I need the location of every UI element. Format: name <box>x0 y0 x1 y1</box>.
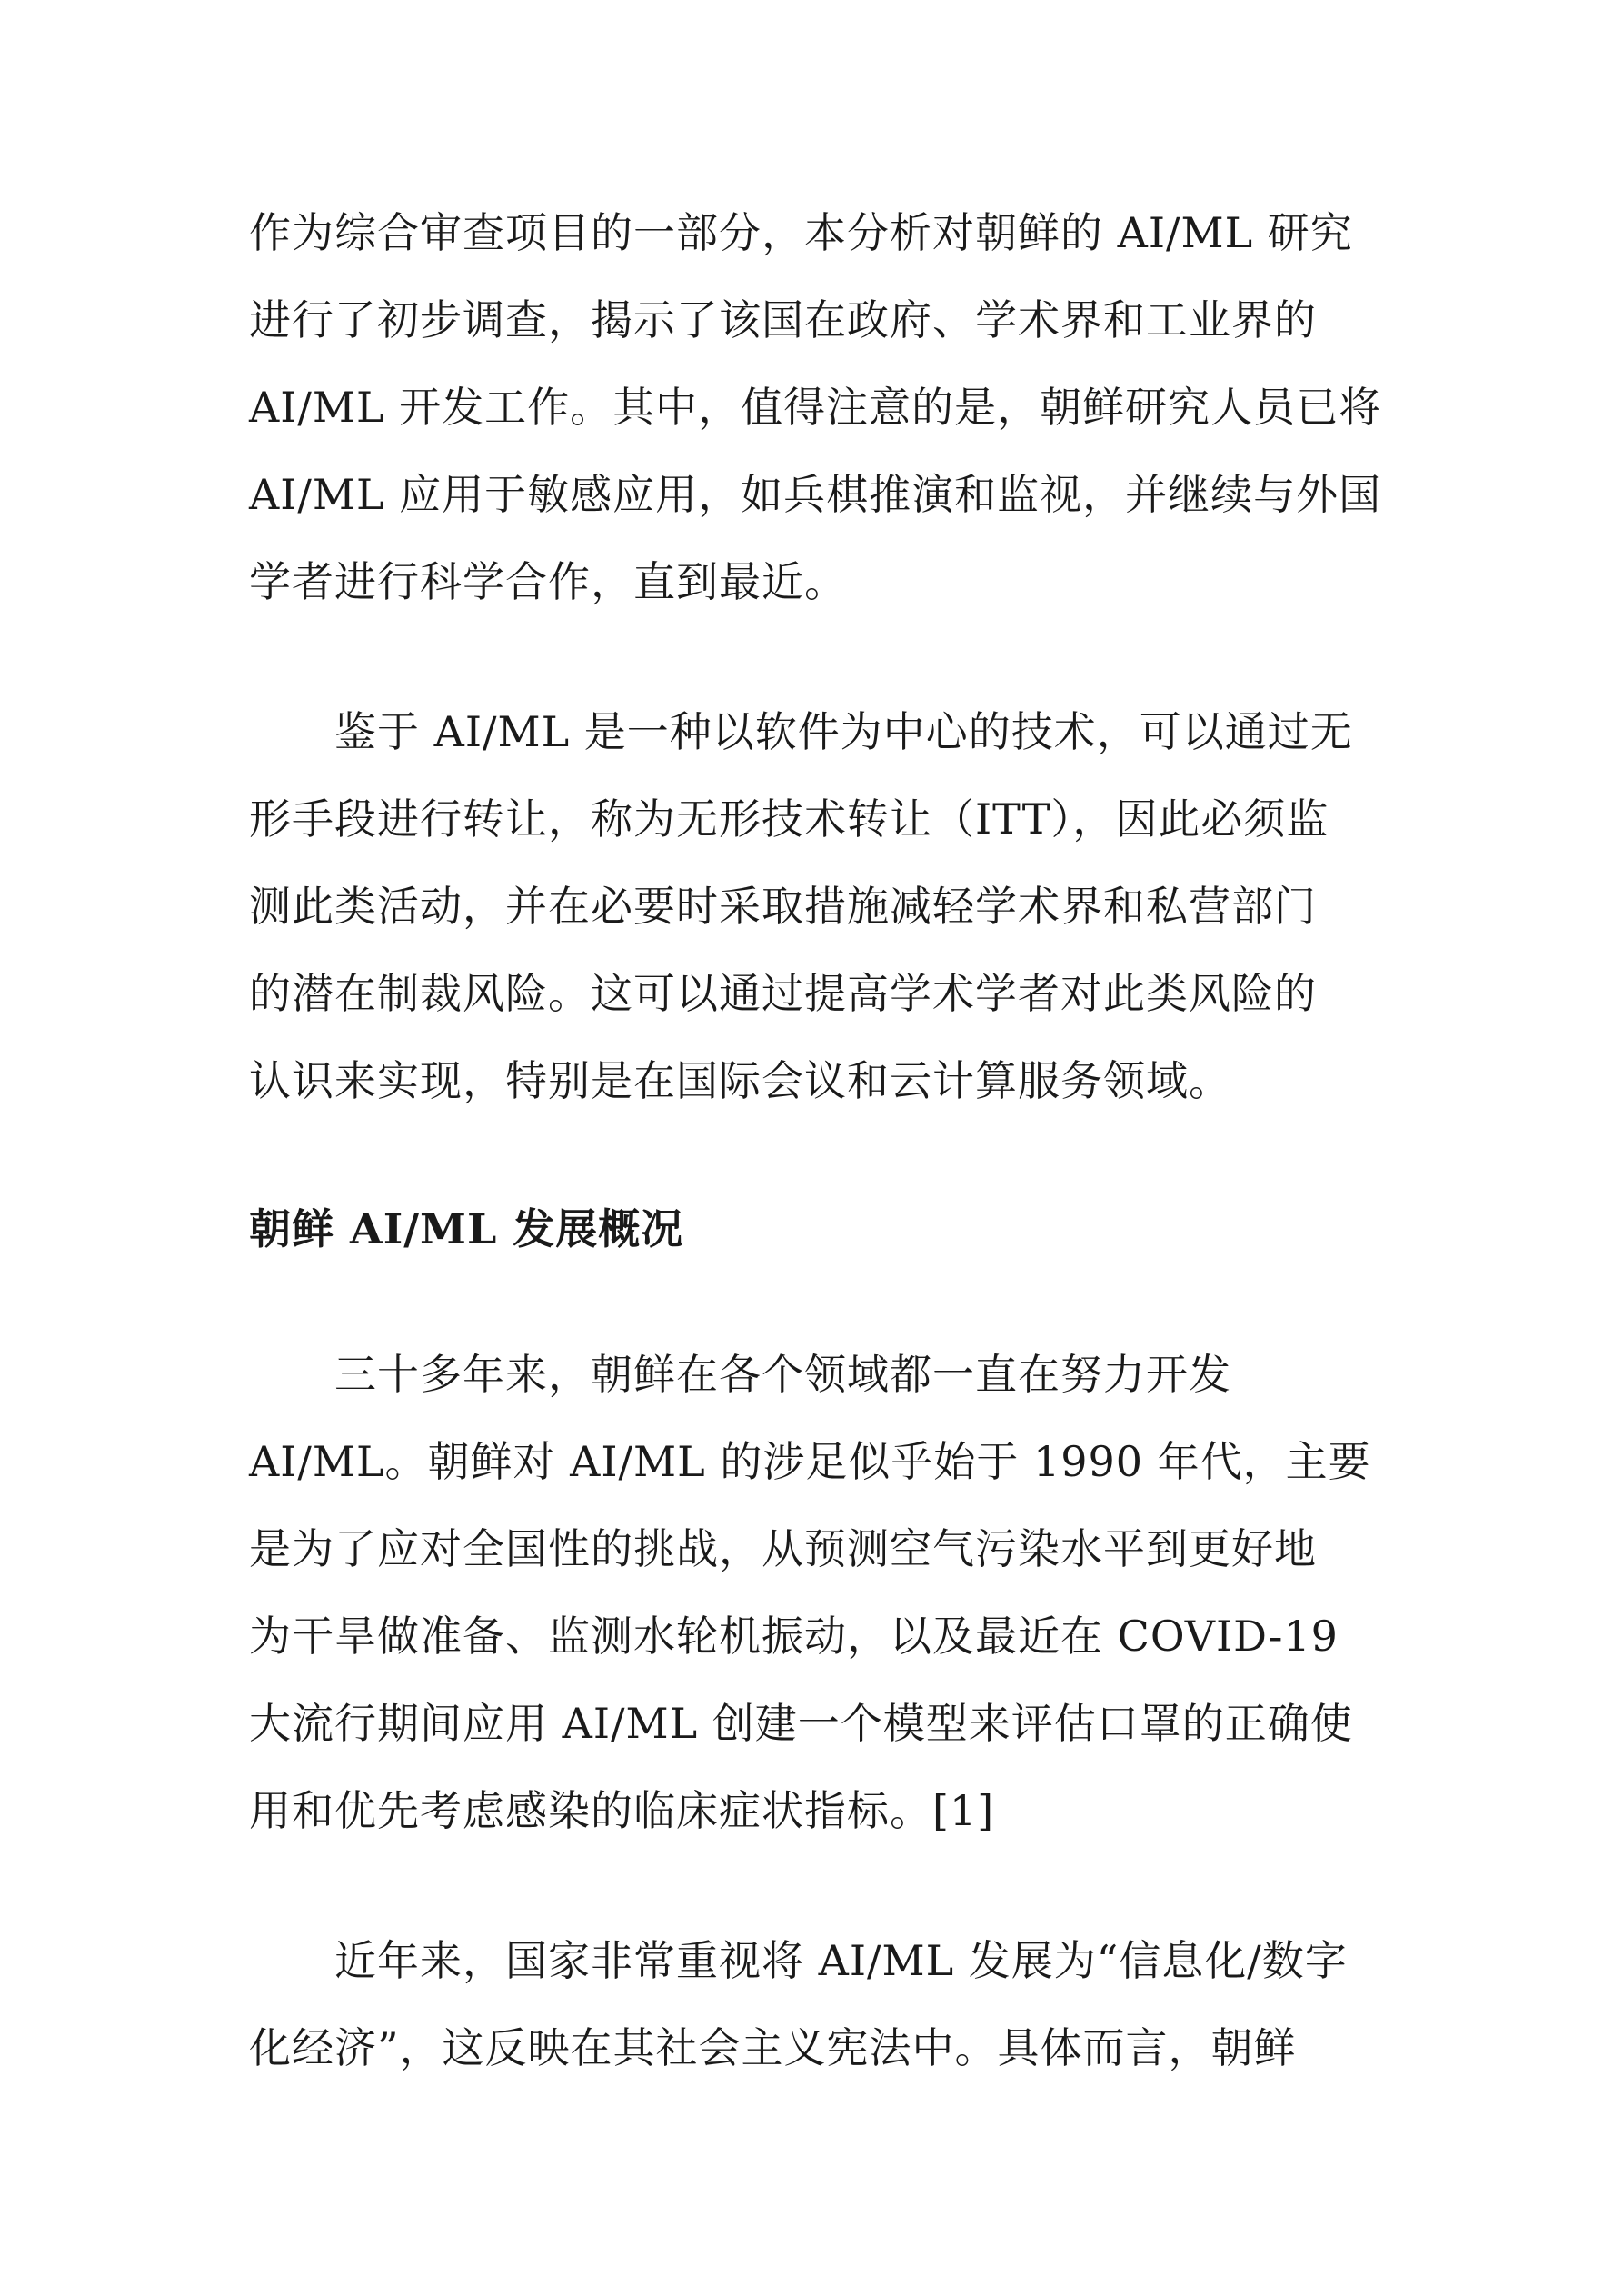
paragraph-line: 学者进行科学合作，直到最近。 <box>249 557 847 606</box>
paragraph-line: AI/ML 应用于敏感应用，如兵棋推演和监视，并继续与外国 <box>249 470 1382 519</box>
paragraph-line: 作为综合审查项目的一部分，本分析对朝鲜的 AI/ML 研究 <box>249 208 1353 257</box>
paragraph-line: 形手段进行转让，称为无形技术转让（ITT），因此必须监 <box>249 794 1329 844</box>
paragraph-line: 是为了应对全国性的挑战，从预测空气污染水平到更好地 <box>249 1524 1317 1573</box>
paragraph-line: 大流行期间应用 AI/ML 创建一个模型来评估口罩的正确使 <box>249 1699 1353 1748</box>
paragraph-line: 鉴于 AI/ML 是一种以软件为中心的技术，可以通过无 <box>249 707 1353 756</box>
paragraph-line: AI/ML 开发工作。其中，值得注意的是，朝鲜研究人员已将 <box>249 383 1382 432</box>
paragraph-line: 为干旱做准备、监测水轮机振动，以及最近在 COVID-19 <box>249 1612 1339 1661</box>
paragraph-line: 测此类活动，并在必要时采取措施减轻学术界和私营部门 <box>249 882 1317 931</box>
paragraph-line: AI/ML。朝鲜对 AI/ML 的涉足似乎始于 1990 年代，主要 <box>249 1437 1371 1486</box>
paragraph-line: 用和优先考虑感染的临床症状指标。[1] <box>249 1786 995 1835</box>
paragraph-line: 认识来实现，特别是在国际会议和云计算服务领域。 <box>249 1056 1231 1105</box>
section-heading: 朝鲜 AI/ML 发展概况 <box>249 1204 684 1253</box>
paragraph-line: 三十多年来，朝鲜在各个领域都一直在努力开发 <box>249 1350 1231 1399</box>
paragraph-line: 近年来，国家非常重视将 AI/ML 发展为“信息化/数字 <box>249 1936 1348 1985</box>
paragraph-line: 的潜在制裁风险。这可以通过提高学术学者对此类风险的 <box>249 969 1317 1018</box>
paragraph-line: 进行了初步调查，揭示了该国在政府、学术界和工业界的 <box>249 295 1317 344</box>
paragraph-line: 化经济”，这反映在其社会主义宪法中。具体而言，朝鲜 <box>249 2023 1297 2072</box>
